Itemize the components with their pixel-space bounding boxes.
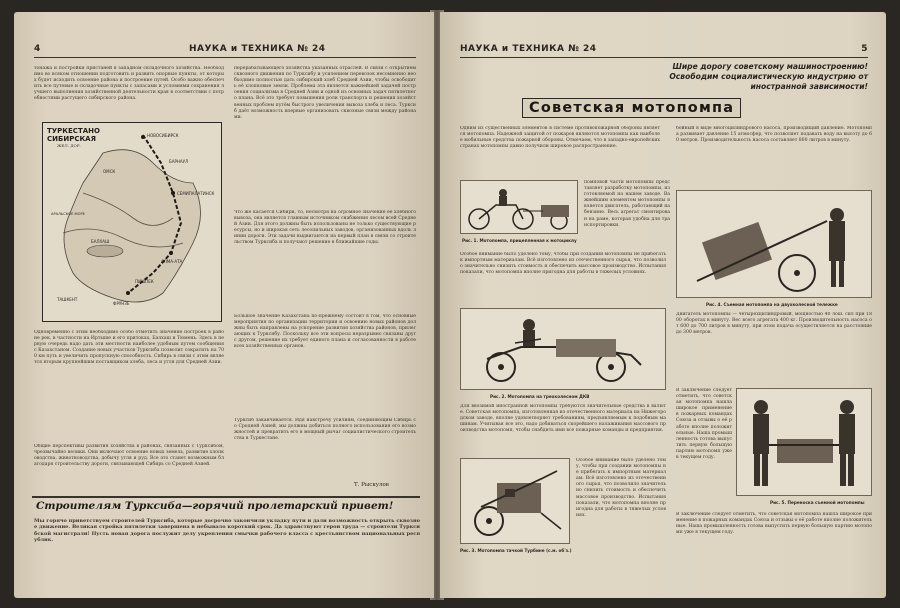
article-signature: Т. Рыскулов bbox=[354, 482, 389, 488]
map-label: АЛМА-АТА bbox=[161, 259, 183, 264]
tagline-line-1: Шире дорогу советскому машиностроению! bbox=[672, 62, 868, 71]
carrying-pump-illustration bbox=[737, 389, 871, 495]
map-label: ПИШПЕК bbox=[135, 279, 154, 284]
map-subtitle: ЖЕЛ. ДОР. bbox=[57, 143, 81, 148]
map-title-line-1: ТУРКЕСТАНО bbox=[47, 127, 100, 135]
left-col1-bottom2-text: Общие перспективы развития хозяйства в районах, связанных с Турксибом, чрезвычайно велики. Они включают освоение новых земель, развитие хлопководства, животноводства, добычу угля и руд. Все это станет возможным благодаря строительству дороги, связывающей Сибирь со Средней Азией. bbox=[34, 444, 224, 468]
map-title-line-2: СИБИРСКАЯ bbox=[47, 135, 96, 143]
map-label: НОВОСИБИРСК bbox=[147, 133, 179, 138]
map-label: СЕМИПАЛАТИНСК bbox=[177, 191, 215, 196]
map-label: ОМСК bbox=[103, 169, 116, 174]
left-col1-bottom-text: Одновременно с этим необходимо особо отметить значение построек в районе рек, в частности на Иртыше и его притоках, Балхаш и Тюмень. Здесь в первую очередь надо дать эти местности наиболее удобным путем сообщения с Казахстаном. Создание новых участков Турксиба позволит сократить на 700 км путь и увеличить пропускную способность. Сибирь в связи с этим является вторым крупнейшим поставщиком хлеба, леса и угля для Средней Азии. bbox=[34, 330, 224, 366]
figure-3-caption: Рис. 3. Мотопомпа тачкой Турбине (с.м. об'з.) bbox=[460, 548, 572, 553]
right-page bbox=[440, 12, 886, 598]
map-label: АРАЛЬСКОЕ МОРЕ bbox=[51, 212, 85, 216]
column-a-text: помповой части мотопомпы представляет разработку мотопомпы, изготовляемой на нашем заводе. Важнейшим элементом мотопомпы является двигатель, работающий на бензине. Весь агрегат смонтирован на раме, которая удобна для транспортировки. bbox=[584, 180, 670, 228]
article-title: Советская мотопомпа bbox=[522, 98, 741, 118]
figure-4 bbox=[676, 190, 872, 298]
column-b-bottom-text: В заключение следует отметить, что советская мотопомпа нашла широкое применение в пожарных командах Союза и отзывы о её работе вполне положительные. Наша промышленность готова выпустить первую большую партию мотопомп уже в текущем году. bbox=[676, 512, 872, 536]
column-b-side-text: В заключение следует отметить, что советская мотопомпа нашла широкое применение в пожарных командах Союза и отзывы о её работе вполне положительные. Наша промышленность готова выпустить первую большую партию мотопомп уже в текущем году. bbox=[676, 388, 732, 461]
right-page-number: 5 bbox=[861, 44, 868, 54]
tagline bbox=[620, 62, 868, 92]
column-a-bottom-text: Для ввозимой иностранной мотопомпы требуются значительные средства в валюте. Советская мотопомпа, изготовленная из отечественного материала на Нижегородском заводе, вполне удовлетворяет требованиям, предъявляемым к подобным машинам. Учитывая все это, надо добиваться скорейшего налаживания массового производства мотопомп, чтобы снабдить ими все пожарные команды и предприятия. bbox=[460, 404, 666, 434]
left-header-title: НАУКА и ТЕХНИКА № 24 bbox=[189, 44, 326, 54]
banner-text: Мы горячо приветствуем строителей Турксиба, которые досрочно закончили укладку пути и дали возможность открыть сквозное движение. Великая стройка пятилетки завершена в небывало короткий срок. Да здравствуют герои труда — строители Турксибской магистрали! Пусть новая дорога послужит делу укрепления смычки рабочего класса с крестьянством национальных республик. bbox=[34, 518, 420, 544]
map-label: БАРНАУЛ bbox=[169, 159, 189, 164]
map-label: БАЛХАШ bbox=[91, 239, 110, 244]
left-col2-mid-text: Что же касается Сибири, то, несмотря на огромное значение её хлебного вывоза, она является главным источником снабжения лесом всей Средней Азии. Для этого должны быть использованы не только существующие ресурсы, но и широкая сеть лесопильных заводов, организованных вдоль линии дороги. Эти задачи выдвигаются на первый план в связи со строительством Турксиба и получают решение в ближайшие годы. bbox=[234, 210, 416, 246]
left-col2-bottom-text: Турксиб заканчивается. Идя навстречу усилиям, соединяющим Сибирь со Средней Азией, мы должны добиться полного использования его возможностей и превратить его в мощный рычаг социалистического строительства в Туркестане. bbox=[234, 418, 416, 442]
figure-4-caption: Рис. 4. Съемная мотопомпа на двухколесной тележке bbox=[706, 302, 838, 307]
figure-2 bbox=[460, 308, 666, 390]
turksib-banner: Строителям Турксиба—горячий пролетарский привет! bbox=[36, 500, 394, 512]
three-wheeler-pump-illustration bbox=[461, 309, 665, 389]
city-marker bbox=[126, 291, 130, 295]
left-page-number: 4 bbox=[34, 44, 41, 54]
two-wheel-cart-pump-illustration bbox=[677, 191, 871, 297]
column-b-mid-text: Двигатель мотопомпы — четырёхцилиндровый, мощностью 40 лош. сил при 1800 оборотах в минуту. Вес всего агрегата 400 кг. Производительность насоса от 600 до 700 литров в минуту, при этом подача осуществляется на расстояние до 300 метров. bbox=[676, 312, 872, 336]
figure-5-caption: Рис. 5. Переноска съемной мотопомпы bbox=[770, 500, 865, 505]
lake-balkhash bbox=[87, 245, 123, 257]
left-col1-top-text: тонажа и постройки пристаней в западном складочного хозяйства. Необходимо во всяком отношении подготовить и развить опорные пункты, от которых будет исходить освоение района и построение путей. Особо важно обеспечить все путевые и складочные пункты с запасами и условиями сохранения лучшего выполнения хозяйственной деятельности края в соответствии с потребностями растущего сибирского района. bbox=[34, 66, 224, 102]
motorcycle-pump-illustration bbox=[461, 181, 577, 233]
figure-2-caption: Рис. 2. Мотопомпа на трехколесном ДКВ bbox=[490, 394, 590, 399]
left-page bbox=[14, 12, 434, 598]
left-col2-top-text: перерабатывающего хозяйства указанных отраслей. В связи с открытием сквозного движения по Турксибу и усилением перевозок несомненно необходимо полностью дать сибирский хлеб Средней Азии, чтобы освободить её хлопковые земли. Проблема эта является важнейшей задачей построения социализма в Средней Азии и одной из основных задач пятилетнего плана. Всё это требует повышения роли транспорта и решения хозяйственных проблем путём быстрого увеличения вывоза хлеба и леса. Турксиб даёт возможность впервые организовать сквозные связи между районами. bbox=[234, 66, 416, 120]
map-drawing bbox=[43, 123, 221, 321]
right-header-title: НАУКА и ТЕХНИКА № 24 bbox=[460, 44, 597, 54]
figure-1 bbox=[460, 180, 578, 234]
figure-1-caption: Рис. 1. Мотопомпа, прицепленная к мотоциклу bbox=[462, 238, 577, 243]
city-marker bbox=[169, 251, 173, 255]
map-label: ТАШКЕНТ bbox=[57, 297, 78, 302]
figure-5 bbox=[736, 388, 872, 496]
column-b-text: бойный в виде многоцилиндрового насоса, производящий давление. Мотопомпа развивает давление 15 атмосфер, что позволяет подавать воду на высоту до 60 метров. Производительность насоса составляет 800 литров в минуту. bbox=[676, 126, 872, 144]
intro-text: Одним из существенных элементов в системе противопожарной обороны является мотопомпа. Надежной защитой от пожаров являются мотопомпы как наиболее мобильные средства пожарной обороны. Отмечаем, что в западно-европейских странах мотопомпы давно получили широкое распространение. bbox=[460, 126, 660, 150]
column-a-right-text: Особое внимание было уделено тому, чтобы при создании мотопомпы не прибегать к импортным материалам. Всё изготовлено из отечественного сырья, что позволило значительно снизить стоимость и обеспечить массовое производство. Испытания показали, что мотопомпа вполне пригодна для работы в тяжелых условиях. bbox=[576, 458, 666, 518]
figure-3 bbox=[460, 458, 570, 544]
left-col2-mid2-text: Большое значение Казахстана по-прежнему состоит в том, что основные мероприятия по организации территории и освоению новых районов должны быть направлены на ускорение развития хозяйства районов, прилегающих к Турксибу. Поскольку все эти вопросы неразрывно связаны друг с другом, решение их требует единого плана и согласованности в работе всех хозяйственных органов. bbox=[234, 314, 416, 350]
map-label: ФРУНЗЕ bbox=[113, 301, 130, 306]
cart-pump-illustration bbox=[461, 459, 569, 543]
left-header bbox=[34, 44, 416, 58]
turksib-map bbox=[42, 122, 222, 322]
city-marker bbox=[141, 135, 145, 139]
banner-rule-top bbox=[32, 496, 420, 498]
column-a-mid-text: Особое внимание было уделено тому, чтобы при создании мотопомпы не прибегать к импортным материалам. Всё изготовлено из отечественного сырья, что позволило значительно снизить стоимость и обеспечить массовое производство. Испытания показали, что мотопомпа вполне пригодна для работы в тяжелых условиях. bbox=[460, 252, 666, 276]
city-marker bbox=[171, 191, 175, 195]
right-header bbox=[460, 44, 868, 58]
tagline-line-2: Освободим социалистическую индустрию от иностранной зависимости! bbox=[669, 72, 868, 91]
